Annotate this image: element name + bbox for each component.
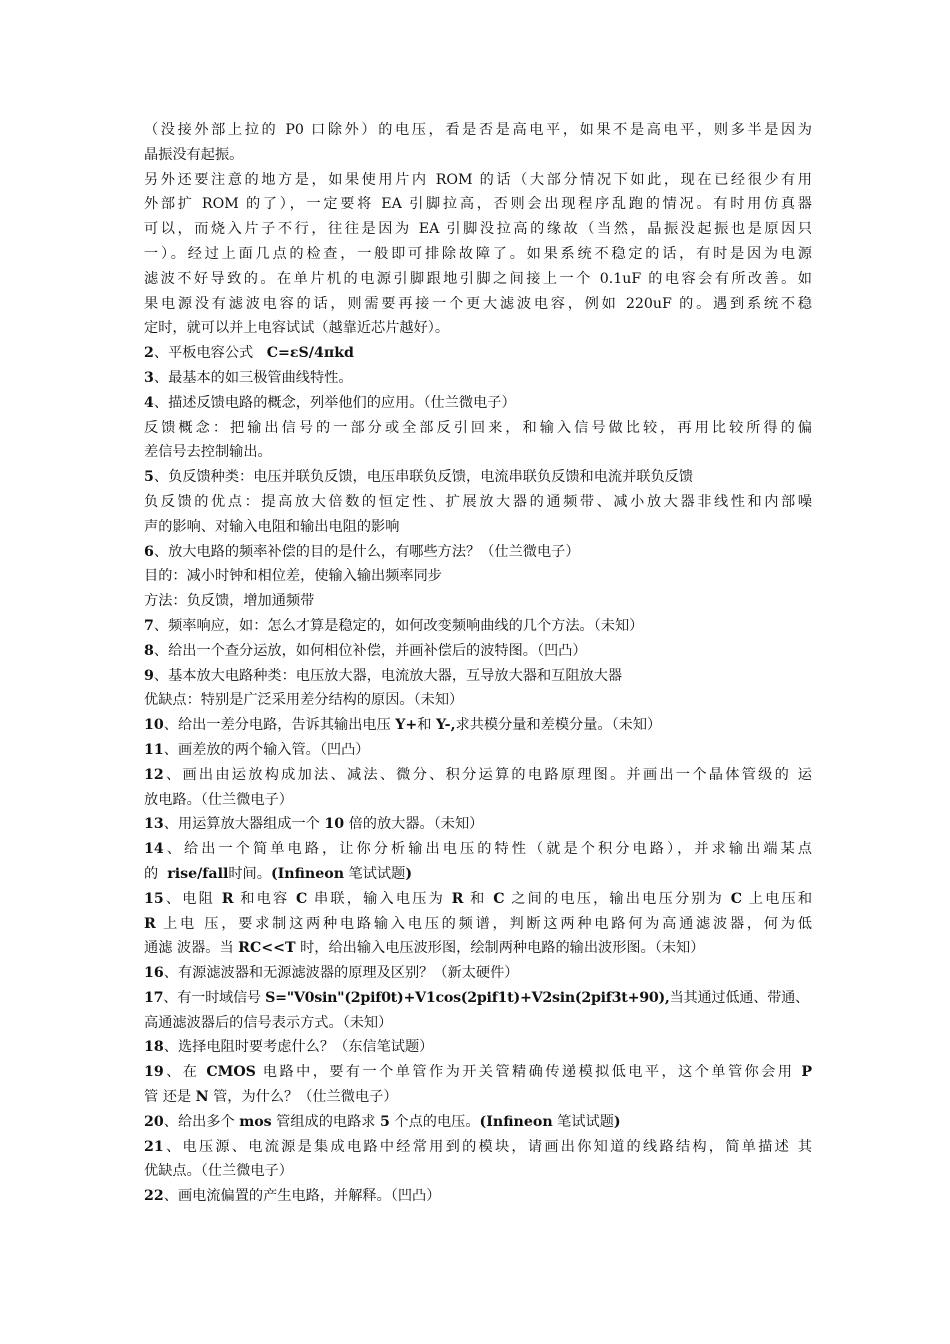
question-text: 、负反馈种类：电压并联负反馈，电压串联负反馈，电流串联负反馈和电流并联负反馈 [153,469,694,486]
question-5 [144,465,812,490]
term: C [730,890,743,907]
question-number: 4 [144,394,154,411]
question-3 [144,366,812,391]
answer-line: 优缺点：特别是广泛采用差分结构的原因。（未知） [144,692,464,709]
question-12 [144,763,812,788]
question-text: 管，为什么？（仕兰微电子） [208,1089,398,1106]
question-number: 13 [144,816,164,833]
question-number: 11 [144,741,164,758]
question-text: 、基本放大电路种类：电压放大器，电流放大器，互导放大器和互阻放大器 [153,667,623,684]
term: R [451,890,464,907]
question-4 [144,391,812,416]
question-text: 、画出由运放构成加法、减法、微分、积分运算的电路原理图。并画出一个晶体管级的 运 [163,766,812,783]
answer-line: 优缺点。（仕兰微电子） [144,1163,293,1180]
term: C [296,890,308,907]
term: Y+ [395,717,418,734]
question-number: 8 [144,642,154,659]
question-number: 19 [144,1064,164,1081]
question-text: 和 [417,717,436,734]
question-text: 的 [144,865,163,882]
text-line: 另外还要注意的地方是，如果使用片内 ROM 的话（大部分情况下如此，现在已经很少有用 [144,171,812,188]
answer-line: 声的影响、对输入电阻和输出电阻的影响 [144,518,400,535]
term: N [195,1089,209,1106]
answer-line [144,862,812,887]
question-text: 上电 压，要求制这两种电路输入电压的频谱，判断这两种电路何为高通滤波器，何为低 [155,915,812,932]
question-19 [144,1060,812,1085]
question-text: 、画电流偏置的产生电路，并解释。（凹凸） [163,1188,441,1205]
question-text: 、电压源、电流源是集成电路中经常用到的模块，请画出你知道的线路结构，简单描述 其 [163,1138,812,1155]
question-number: 17 [144,989,164,1006]
term: 5 [380,1113,390,1130]
text-line: 滤波不好导致的。在单片机的电源引脚跟地引脚之间接上一个 0.1uF 的电容会有所改善。如 [144,270,812,287]
question-number: 12 [144,766,164,783]
question-number: 10 [144,717,164,734]
term: mos [239,1113,272,1130]
question-text: 倍的放大器。（未知） [344,816,484,833]
question-text: 笔试试题 [552,1113,614,1130]
question-number: 2 [144,345,154,362]
term: R [144,915,156,932]
answer-line: 差信号去控制输出。 [144,444,272,461]
question-text: 、给出多个 [163,1113,240,1130]
question-2 [144,341,812,366]
text-line: （没接外部上拉的 P0 口除外）的电压，看是否是高电平，如果不是高电平，则多半是因为 [144,122,812,138]
question-number: 22 [144,1188,164,1205]
term: (Infineon [270,865,345,882]
answer-line: 反馈概念：把输出信号的一部分或全部反引回来，和输入信号做比较，再用比较所得的偏 [144,419,812,436]
document-page [144,118,812,1209]
question-number: 21 [144,1138,164,1155]
term: RC<<T [238,940,296,957]
text-line: 一）。经过上面几点的检查，一般即可排除故障了。如果系统不稳定的话，有时是因为电源 [144,245,812,262]
question-text: 、最基本的如三极管曲线特性。 [153,369,353,386]
answer-line [144,936,812,961]
term: ) [405,865,413,882]
answer-line: 目的：减小时钟和相位差，使输入输出频率同步 [144,568,442,585]
question-text: 笔试试题 [344,865,406,882]
question-text: 时间。 [228,865,271,882]
question-16 [144,961,812,986]
question-text: 串联，输入电压为 [307,890,452,907]
question-text: 、描述反馈电路的概念，列举他们的应用。（仕兰微电子） [153,394,516,411]
question-number: 5 [144,469,154,486]
question-text: 个点的电压。 [389,1113,480,1130]
question-text: 、给出一个查分运放，如何相位补偿，并画补偿后的波特图。（凹凸） [153,642,587,659]
question-11 [144,738,812,763]
question-text: 电路中，要有一个单管作为开关管精确传递模拟低电平，这个单管你会用 [255,1064,802,1081]
text-line: 定时，就可以并上电容试试（越靠近芯片越好）。 [144,320,450,337]
question-13 [144,812,812,837]
term: rise/fall [167,865,229,882]
term: 10 [324,816,345,833]
term: CMOS [206,1064,256,1081]
question-text: 、选择电阻时要考虑什么？（东信笔试题） [163,1039,434,1056]
question-text: 、放大电路的频率补偿的目的是什么，有哪些方法？（仕兰微电子） [153,543,580,560]
question-number: 3 [144,369,154,386]
question-text: 时，给出输入电压波形图，绘制两种电路的输出波形图。（未知） [295,940,705,957]
question-text: 和电容 [233,890,297,907]
question-text: 管组成的电路求 [271,1113,381,1130]
answer-line [144,912,812,937]
answer-line: 高通滤波器后的信号表示方式。（未知） [144,1014,393,1031]
term: R [221,890,234,907]
question-text: 上电压和 [742,890,813,907]
question-21 [144,1135,812,1160]
question-text: 、平板电容公式 [153,345,258,362]
question-text: 、给出一差分电路，告诉其输出电压 [163,717,396,734]
term: P [801,1064,812,1081]
question-text: 求共模分量和差模分量。（未知） [455,717,662,734]
term: (Infineon [479,1113,553,1130]
question-9 [144,664,812,689]
question-8 [144,639,812,664]
question-number: 18 [144,1039,164,1056]
term: Y-, [435,717,456,734]
question-text: 管 还是 [144,1089,196,1106]
question-number: 9 [144,667,154,684]
question-14 [144,837,812,862]
formula: S="V0sin"(2pif0t)+V1cos(2pif1t)+V2sin(2pif3t+90), [265,989,670,1006]
question-text: 、在 [163,1064,207,1081]
question-text: 、有一时域信号 [163,989,266,1006]
question-text: 、画差放的两个输入管。（凹凸） [163,741,370,758]
question-17 [144,986,812,1011]
text-line: 外部扩 ROM 的了），一定要将 EA 引脚拉高，否则会出现程序乱跑的情况。有时用仿真器 [144,196,812,213]
question-20 [144,1110,812,1135]
question-text: 、频率响应，如：怎么才算是稳定的，如何改变频响曲线的几个方法。（未知） [153,617,644,634]
question-number: 20 [144,1113,164,1130]
formula: C=εS/4πkd [266,345,354,362]
question-text: 、给出一个简单电路，让你分析输出电压的特性（就是个积分电路），并求输出端某点 [163,841,812,858]
question-text: 、电阻 [163,890,222,907]
answer-line: 放电路。（仕兰微电子） [144,791,293,808]
question-text: 、有源滤波器和无源滤波器的原理及区别？（新太硬件） [163,965,519,982]
text-line: 可以，而烧入片子不行，往往是因为 EA 引脚没拉高的缘故（当然，晶振没起振也是原因只 [144,221,812,238]
question-number: 15 [144,890,164,907]
question-10 [144,713,812,738]
question-22 [144,1184,812,1209]
question-text: 和 [463,890,494,907]
question-number: 6 [144,543,154,560]
text-line: 晶振没有起振。 [144,146,244,163]
question-text: 之间的电压，输出电压分别为 [504,890,731,907]
question-text: 通滤 波器。当 [144,940,239,957]
term: ) [613,1113,621,1130]
term: C [493,890,505,907]
answer-line: 方法：负反馈，增加通频带 [144,593,315,610]
question-number: 16 [144,965,164,982]
question-text: 、用运算放大器组成一个 [163,816,325,833]
question-text: 当其通过低通、带通、 [669,989,809,1006]
question-number: 7 [144,617,154,634]
question-7 [144,614,812,639]
answer-line [144,1085,812,1110]
answer-line: 负反馈的优点：提高放大倍数的恒定性、扩展放大器的通频带、减小放大器非线性和内部噪 [144,493,812,510]
question-number: 14 [144,841,164,858]
question-6 [144,540,812,565]
question-15 [144,887,812,912]
question-18 [144,1035,812,1060]
text-line: 果电源没有滤波电容的话，则需要再接一个更大滤波电容，例如 220uF 的。遇到系统不稳 [144,295,812,312]
